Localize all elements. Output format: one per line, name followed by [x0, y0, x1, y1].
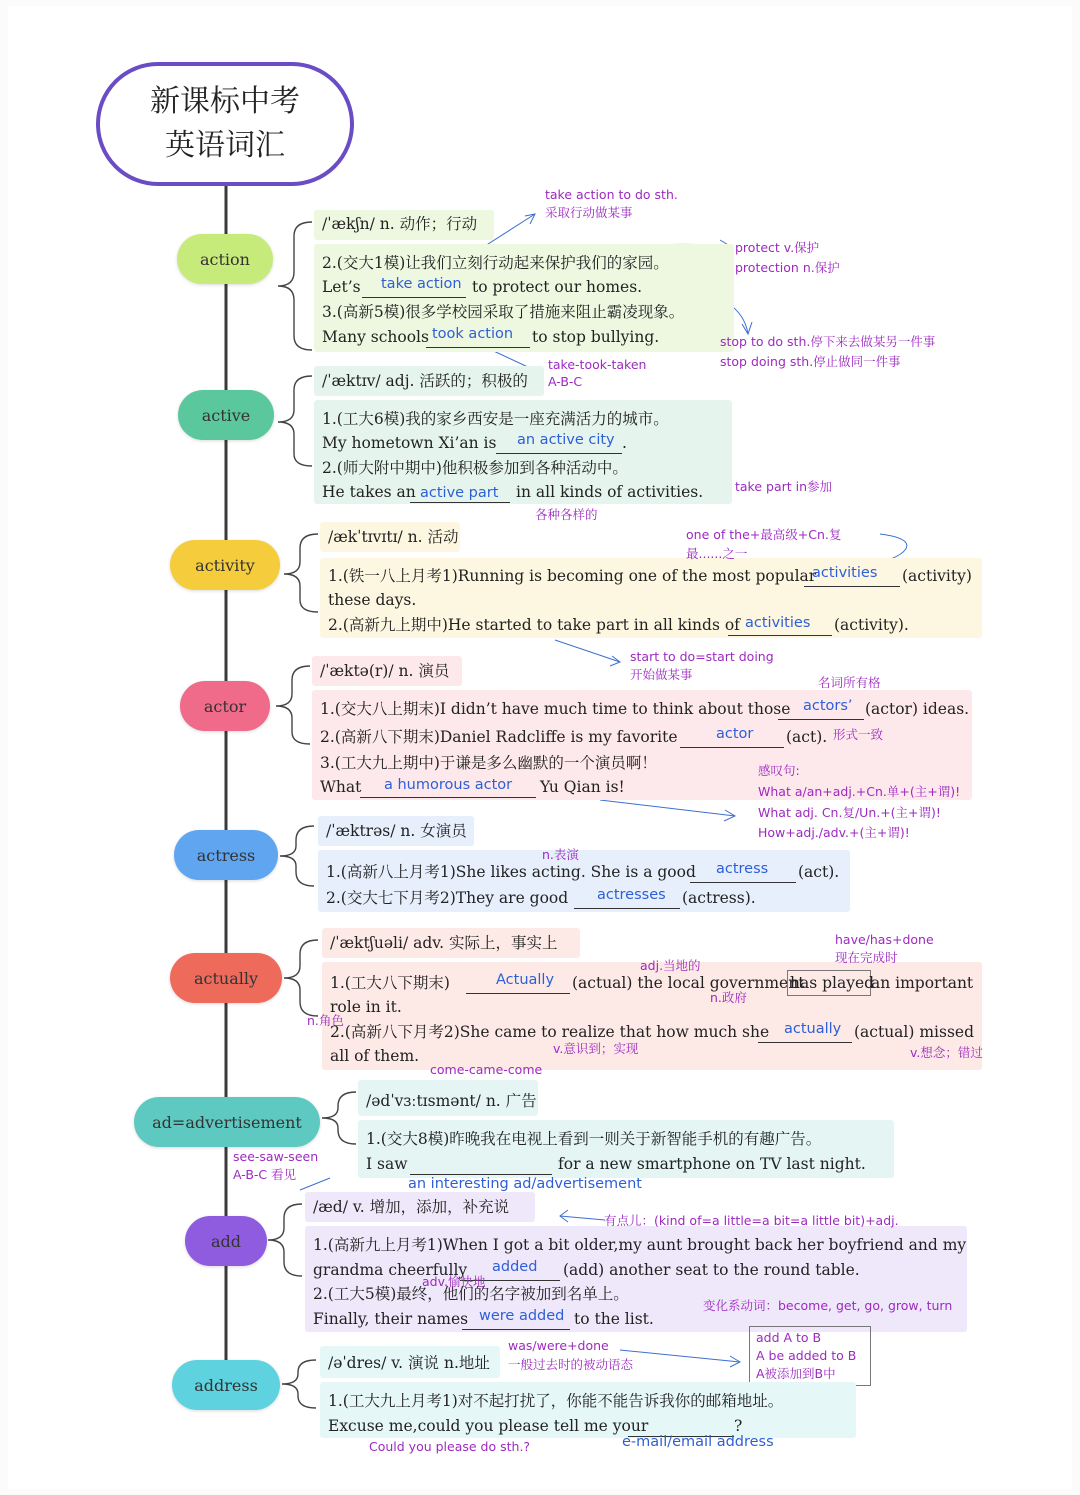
active-s1-answer: an active city — [517, 432, 615, 448]
actress-phonetic: /ˈæktrəs/ n. 女演员 — [326, 822, 467, 840]
ad-s1-blank — [410, 1154, 552, 1175]
activity-s1-answer: activities — [812, 565, 878, 581]
actually-s2-a: 2.(高新八下月考2)She came to realize that how much she — [330, 1023, 770, 1041]
actor-s1-answer: actors’ — [803, 698, 853, 714]
activity-s2-a: 2.(高新九上期中)He started to take part in all kinds of — [328, 616, 740, 634]
active-s1-b: . — [622, 434, 627, 452]
actor-note-3a: 感叹句: — [758, 763, 800, 778]
add-note-3: 变化系动词：become, get, go, grow, turn — [703, 1298, 953, 1313]
action-note-1a: take action to do sth. — [545, 187, 678, 202]
activity-note-2b: 开始做某事 — [630, 667, 693, 682]
actor-s2-a: 2.(高新八下期末)Daniel Radcliffe is my favorite — [320, 728, 678, 746]
actually-note-3: n.政府 — [710, 990, 747, 1005]
action-s1-chinese: 2.(交大1模)让我们立刻行动起来保护我们的家园。 — [322, 254, 669, 272]
node-active: active — [178, 390, 274, 440]
add-s1-c: (add) another seat to the round table. — [563, 1261, 860, 1279]
ad-s1-answer: an interesting ad/advertisement — [408, 1176, 642, 1192]
ad-s1-b: for a new smartphone on TV last night. — [558, 1155, 866, 1173]
actually-s1-d: role in it. — [330, 998, 402, 1016]
address-s1-a: Excuse me,could you please tell me your — [328, 1417, 649, 1435]
node-ad-advertisement: ad=advertisement — [134, 1097, 320, 1147]
add-note-5c: A被添加到B中 — [756, 1366, 836, 1381]
ad-phonetic: /ədˈvɜːtɪsmənt/ n. 广告 — [366, 1092, 537, 1110]
activity-s2-answer: activities — [745, 615, 811, 631]
actress-s1-answer: actress — [716, 861, 769, 877]
active-s2-b: in all kinds of activities. — [516, 483, 704, 501]
actor-s3-chinese: 3.(工大九上期中)于谦是多么幽默的一个演员啊！ — [320, 754, 657, 772]
add-s1-answer: added — [492, 1259, 538, 1275]
actually-s2-b: (actual) missed — [854, 1023, 975, 1041]
actually-s1-boxed: has played — [790, 974, 875, 992]
add-s2-a: Finally, their names — [313, 1310, 469, 1328]
add-note-4a: was/were+done — [508, 1338, 609, 1353]
actor-phonetic: /ˈæktə(r)/ n. 演员 — [320, 662, 450, 680]
activity-s1-b: (activity) — [902, 567, 972, 585]
actually-note-1b: 现在完成时 — [835, 950, 898, 965]
actress-s1-a: 1.(高新八上月考1)She likes acting. She is a good — [326, 863, 696, 881]
action-note-2b: protection n.保护 — [735, 260, 840, 275]
ad-note-1b: A-B-C 看见 — [233, 1167, 297, 1182]
node-actually: actually — [170, 953, 282, 1003]
action-s1-answer: take action — [381, 276, 462, 292]
actually-note-2: adj.当地的 — [640, 958, 701, 973]
actually-note-4: n.角色 — [307, 1013, 344, 1028]
action-s2-chinese: 3.(高新5模)很多学校园采取了措施来阻止霸凌现象。 — [322, 303, 685, 321]
actor-s2-b: (act). — [786, 728, 828, 746]
action-s1-b: to protect our homes. — [472, 278, 643, 296]
activity-s1-c: these days. — [328, 591, 417, 609]
actually-s1-answer: Actually — [496, 972, 555, 988]
activity-s1-a: 1.(铁一八上月考1)Running is becoming one of the most popular — [328, 567, 817, 585]
add-s2-answer: were added — [479, 1308, 565, 1324]
actress-s2-b: (actress). — [682, 889, 756, 907]
actor-s2-answer: actor — [716, 726, 754, 742]
activity-phonetic: /ækˈtɪvɪtɪ/ n. 活动 — [328, 528, 459, 546]
action-s2-b: to stop bullying. — [532, 328, 660, 346]
action-note-3b: stop doing sth.停止做同一件事 — [720, 354, 901, 369]
address-s1-answer: e-mail/email address — [622, 1434, 774, 1450]
actually-s2-c: all of them. — [330, 1047, 420, 1065]
action-note-4a: take-took-taken — [548, 357, 647, 372]
actually-note-1a: have/has+done — [835, 932, 934, 947]
action-phonetic: /ˈækʃn/ n. 动作；行动 — [322, 215, 478, 233]
action-note-4b: A-B-C — [548, 374, 583, 389]
ad-s1-a: I saw — [366, 1155, 408, 1173]
action-note-2a: protect v.保护 — [735, 240, 820, 255]
action-s2-a: Many schools — [322, 328, 429, 346]
add-phonetic: /æd/ v. 增加，添加，补充说 — [313, 1198, 510, 1216]
active-s2-chinese: 2.(师大附中期中)他积极参加到各种活动中。 — [322, 459, 628, 477]
actress-s2-a: 2.(交大七下月考2)They are good — [326, 889, 569, 907]
action-note-1b: 采取行动做某事 — [545, 205, 633, 220]
actor-s1-a: 1.(交大八上期末)I didn’t have much time to think about those — [320, 700, 791, 718]
address-s1-chinese: 1.(工大九上月考1)对不起打扰了，你能不能告诉我你的邮箱地址。 — [328, 1392, 784, 1410]
title-line-1: 新课标中考 — [150, 84, 300, 119]
add-note-4b: 一般过去时的被动语态 — [508, 1357, 634, 1372]
actually-s2-answer: actually — [784, 1021, 842, 1037]
active-note-1: take part in参加 — [735, 479, 833, 494]
action-note-3a: stop to do sth.停下来去做某另一件事 — [720, 334, 936, 349]
add-s2-b: to the list. — [574, 1310, 654, 1328]
actor-s1-b: (actor) ideas. — [865, 700, 970, 718]
actor-s3-answer: a humorous actor — [384, 777, 513, 793]
activity-note-1a: one of the+最高级+Cn.复 — [686, 527, 842, 542]
active-note-2: 各种各样的 — [535, 507, 598, 522]
address-phonetic: /əˈdres/ v. 演说 n.地址 — [328, 1354, 490, 1372]
add-s1-a: 1.(高新九上月考1)When I got a bit older,my aunt brought back her boyfriend and my — [313, 1236, 967, 1254]
node-action: action — [177, 234, 273, 284]
node-actor: actor — [180, 681, 270, 731]
mindmap-title — [96, 62, 354, 186]
actress-s1-b: (act). — [798, 863, 840, 881]
add-note-2: adv.愉快地 — [422, 1274, 486, 1289]
node-actress: actress — [174, 830, 278, 880]
actually-s1-b: (actual) the local government — [572, 974, 805, 992]
title-line-2: 英语词汇 — [165, 128, 285, 163]
actually-note-6: v.想念；错过 — [910, 1045, 983, 1060]
node-activity: activity — [170, 540, 280, 590]
actually-note-7a: come-came-come — [430, 1062, 543, 1077]
activity-note-2a: start to do=start doing — [630, 649, 774, 664]
ad-s1-chinese: 1.(交大8模)昨晚我在电视上看到一则关于新智能手机的有趣广告。 — [366, 1130, 822, 1148]
actually-s1-a: 1.(工大八下期末) — [330, 974, 450, 992]
node-add: add — [185, 1216, 267, 1266]
address-note-1: Could you please do sth.? — [369, 1439, 531, 1454]
add-note-5a: add A to B — [756, 1330, 822, 1345]
actor-note-3d: How+adj./adv.+(主+谓)! — [758, 825, 910, 840]
actor-note-3b: What a/an+adj.+Cn.单+(主+谓)! — [758, 784, 961, 799]
address-s1-b: ? — [734, 1417, 743, 1435]
actor-s3-b: Yu Qian is! — [540, 778, 625, 796]
add-s2-chinese: 2.(工大5模)最终，他们的名字被加到名单上。 — [313, 1285, 629, 1303]
active-s2-answer: active part — [420, 485, 499, 501]
active-s2-a: He takes an — [322, 483, 416, 501]
add-note-5b: A be added to B — [756, 1348, 857, 1363]
ad-note-1a: see-saw-seen — [233, 1149, 319, 1164]
node-address: address — [172, 1360, 280, 1410]
actor-note-1: 名词所有格 — [818, 675, 881, 690]
activity-note-1b: 最......之一 — [686, 546, 748, 561]
action-s1-a: Let’s — [322, 278, 361, 296]
add-s1-b: grandma cheerfully — [313, 1261, 468, 1279]
actress-s2-answer: actresses — [597, 887, 666, 903]
active-s1-chinese: 1.(工大6模)我的家乡西安是一座充满活力的城市。 — [322, 410, 669, 428]
activity-s2-b: (activity). — [834, 616, 909, 634]
actress-note-1: n.表演 — [542, 847, 579, 862]
actor-note-3c: What adj. Cn.复/Un.+(主+谓)! — [758, 805, 941, 820]
actor-s3-a: What — [320, 778, 362, 796]
active-s1-a: My hometown Xi’an is — [322, 434, 497, 452]
active-phonetic: /ˈæktɪv/ adj. 活跃的；积极的 — [322, 372, 528, 390]
action-s2-answer: took action — [432, 326, 514, 342]
actually-note-5: v.意识到；实现 — [553, 1041, 639, 1056]
add-note-1: 有点儿：(kind of=a little=a bit=a little bit)+adj. — [604, 1213, 899, 1228]
actually-phonetic: /ˈæktʃuəli/ adv. 实际上，事实上 — [330, 934, 558, 952]
actually-s1-c: an important — [871, 974, 974, 992]
actor-note-2: 形式一致 — [833, 727, 884, 742]
